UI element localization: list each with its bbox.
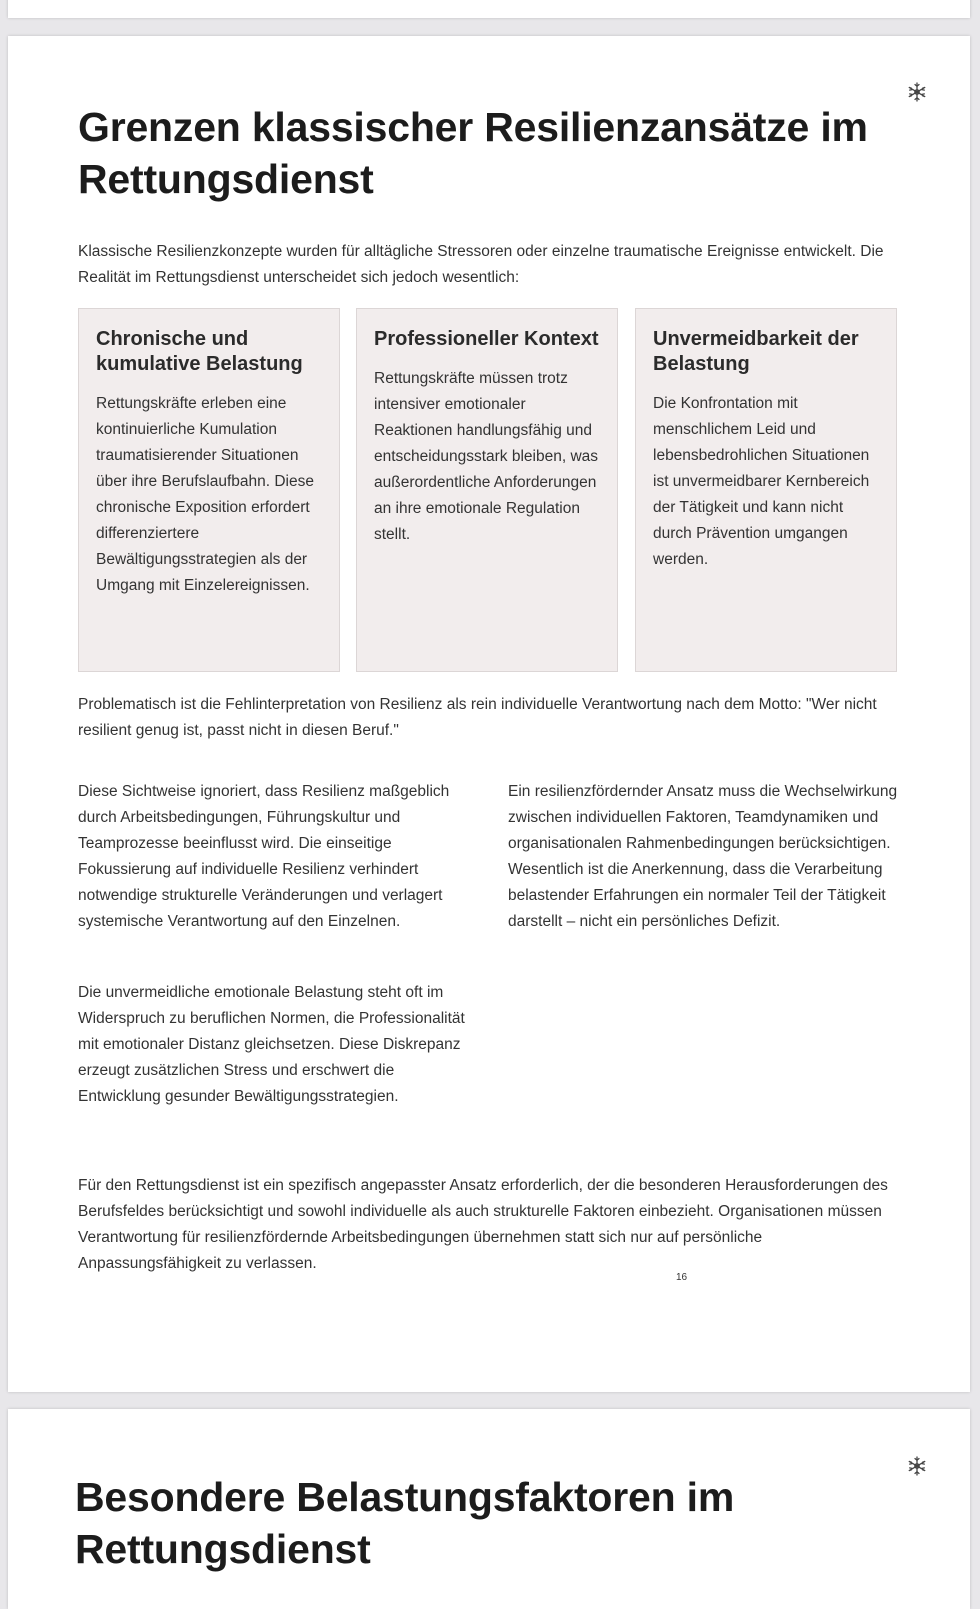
page-title: Grenzen klassischer Resilienzansätze im Rettungsdienst <box>78 104 868 202</box>
conclusion-paragraph: Für den Rettungsdienst ist ein spezifisch angepasster Ansatz erforderlich, der die besonderen Herausforderungen des Berufsfeldes berücksichtigt und sowohl individuelle als auch strukturelle Faktoren einbezieht. Organisationen müssen Verantwortung für resilienzfördernde Arbeitsbedingungen übernehmen statt sich nur auf persönliche Anpassungsfähigkeit zu verlassen. <box>78 1177 888 1272</box>
card-professional-context <box>356 308 618 672</box>
right-column-paragraph: Ein resilienzfördernder Ansatz muss die Wechselwirkung zwischen individuellen Faktoren, Teamdynamiken und organisationalen Rahmenbedingungen berücksichtigen. Wesentlich ist die Anerkennung, dass die Verarbeitung belastender Erfahrungen ein normaler Teil der Tätigkeit darstellt – nicht ein persönliches Defizit. <box>508 783 898 930</box>
left-column-paragraph-2: Die unvermeidliche emotionale Belastung steht oft im Widerspruch zu beruflichen Normen, die Professionalität mit emotionaler Distanz gleichsetzen. Diese Diskrepanz erzeugt zusätzlichen Stress und erschwert die Entwicklung gesunder Bewältigungsstrategien. <box>78 984 465 1105</box>
card-unavoidability <box>635 308 897 672</box>
card-text: Rettungskräfte müssen trotz intensiver emotionaler Reaktionen handlungsfähig und entscheidungsstark bleiben, was außerordentliche Anforderungen an ihre emotionale Regulation stellt. <box>374 370 599 543</box>
problem-statement: Problematisch ist die Fehlinterpretation von Resilienz als rein individuelle Verantwortung nach dem Motto: "Wer nicht resilient genug ist, passt nicht in diesen Beruf." <box>78 696 877 739</box>
next-page <box>8 1409 970 1609</box>
intro-paragraph: Klassische Resilienzkonzepte wurden für alltägliche Stressoren oder einzelne traumatische Ereignisse entwickelt. Die Realität im Rettungsdienst unterscheidet sich jedoch wesentlich: <box>78 243 884 286</box>
page-number: 16 <box>676 1272 688 1283</box>
previous-page <box>8 0 970 18</box>
snowflake-logo-icon <box>906 1455 928 1477</box>
next-page-title: Besondere Belastungsfaktoren im Rettungsdienst <box>75 1474 735 1572</box>
card-heading: Unvermeidbarkeit der Belastung <box>653 328 859 375</box>
left-column-paragraph-1: Diese Sichtweise ignoriert, dass Resilienz maßgeblich durch Arbeitsbedingungen, Führungskultur und Teamprozesse beeinflusst wird. Die einseitige Fokussierung auf individuelle Resilienz verhindert notwendige strukturelle Veränderungen und verlagert systemische Verantwortung auf den Einzelnen. <box>78 783 450 930</box>
document-page <box>8 36 970 1392</box>
snowflake-logo-icon <box>906 81 928 103</box>
card-heading: Professioneller Kontext <box>374 328 599 350</box>
card-heading: Chronische und kumulative Belastung <box>96 328 303 375</box>
card-chronic-load <box>78 308 340 672</box>
card-text: Die Konfrontation mit menschlichem Leid und lebensbedrohlichen Situationen ist unvermeidbarer Kernbereich der Tätigkeit und kann nicht durch Prävention umgangen werden. <box>653 395 870 568</box>
card-text: Rettungskräfte erleben eine kontinuierliche Kumulation traumatisierender Situationen über ihre Berufslaufbahn. Diese chronische Exposition erfordert differenziertere Bewältigungsstrategien als der Umgang mit Einzelereignissen. <box>96 395 314 594</box>
